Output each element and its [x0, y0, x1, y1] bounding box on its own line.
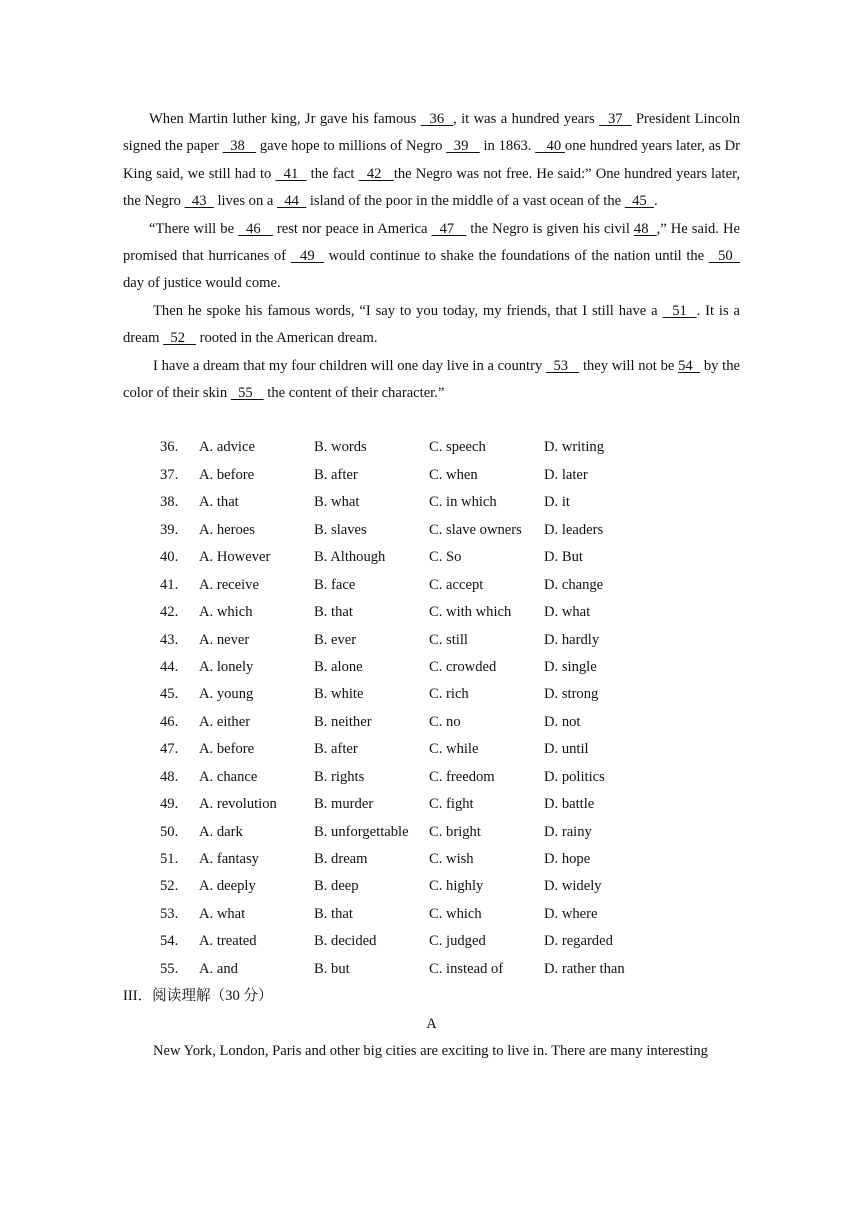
option-row	[160, 709, 740, 736]
option-row	[160, 928, 740, 955]
passage-paragraph	[123, 216, 744, 298]
question-number: 43.	[160, 631, 179, 648]
question-number: 37.	[160, 466, 179, 483]
document-page	[123, 106, 744, 1065]
passage-text: the Negro is given his civil	[466, 220, 634, 237]
option-d: D. leaders	[544, 521, 604, 538]
answer-blank: 50	[708, 248, 740, 265]
passage-text: rooted in the American dream.	[195, 330, 378, 347]
option-c: C. instead of	[429, 960, 504, 977]
question-number: 36.	[160, 439, 179, 456]
option-b: B. after	[314, 466, 358, 483]
option-b: B. but	[314, 960, 350, 977]
question-number: 47.	[160, 741, 179, 758]
answer-blank: 51	[662, 302, 697, 319]
answer-options	[160, 434, 740, 983]
option-a: A. what	[199, 905, 246, 922]
answer-blank: 49	[290, 248, 324, 265]
passage-text: ,” He said. He promised that hurricanes of	[123, 220, 744, 265]
passage-text: the content of their character.”	[263, 385, 445, 402]
option-a: A. fantasy	[199, 851, 259, 868]
option-a: A. before	[199, 741, 255, 758]
option-b: B. that	[314, 604, 353, 621]
passage-text: island of the poor in the middle of a vast ocean of the	[306, 193, 625, 210]
option-d: D. battle	[544, 796, 595, 813]
cloze-passage	[123, 106, 744, 407]
option-d: D. what	[544, 604, 591, 621]
option-b: B. neither	[314, 713, 372, 730]
passage-text: . It is a dream	[123, 302, 744, 347]
option-d: D. writing	[544, 439, 604, 456]
option-a: A. receive	[199, 576, 259, 593]
option-c: C. no	[429, 713, 461, 730]
option-row	[160, 956, 740, 983]
option-c: C. fight	[429, 796, 474, 813]
answer-blank: 46	[238, 220, 273, 237]
passage-text: the Negro was not free. He said:” One hundred years later, the Negro	[123, 165, 744, 210]
option-c: C. bright	[429, 823, 481, 840]
option-a: A. that	[199, 494, 239, 511]
passage-text: I have a dream that my four children will one day live in a country	[153, 357, 546, 374]
answer-blank: 38	[222, 138, 257, 155]
option-d: D. rainy	[544, 823, 592, 840]
question-number: 39.	[160, 521, 179, 538]
option-row	[160, 791, 740, 818]
answer-blank: 53	[546, 357, 580, 374]
option-d: D. single	[544, 658, 597, 675]
option-c: C. wish	[429, 851, 474, 868]
option-row	[160, 462, 740, 489]
option-d: D. widely	[544, 878, 602, 895]
passage-text: they will not be	[579, 357, 679, 374]
option-b: B. decided	[314, 933, 377, 950]
passage-text: Then he spoke his famous words, “I say to you today, my friends, that I still have a	[153, 302, 663, 319]
answer-blank: 44	[277, 193, 307, 210]
option-c: C. when	[429, 466, 478, 483]
option-a: A. treated	[199, 933, 257, 950]
passage-paragraph	[123, 298, 744, 353]
passage-text: , it was a hundred years	[453, 111, 600, 127]
option-c: C. So	[429, 549, 462, 566]
option-row	[160, 681, 740, 708]
option-b: B. after	[314, 741, 358, 758]
answer-blank: 41	[275, 165, 307, 182]
option-b: B. that	[314, 905, 353, 922]
option-c: C. accept	[429, 576, 484, 593]
option-b: B. white	[314, 686, 364, 703]
option-d: D. rather than	[544, 960, 625, 977]
option-row	[160, 873, 740, 900]
option-d: D. hardly	[544, 631, 600, 648]
question-number: 55.	[160, 960, 179, 977]
passage-text: gave hope to millions of Negro	[256, 138, 447, 155]
passage-letter: A	[426, 1015, 437, 1032]
question-number: 50.	[160, 823, 179, 840]
option-row	[160, 489, 740, 516]
question-number: 42.	[160, 604, 179, 621]
option-c: C. which	[429, 905, 482, 922]
question-number: 54.	[160, 933, 179, 950]
passage-text: in 1863.	[479, 138, 536, 155]
option-c: C. slave owners	[429, 521, 522, 538]
option-c: C. with which	[429, 604, 512, 621]
option-c: C. highly	[429, 878, 484, 895]
option-b: B. ever	[314, 631, 357, 648]
option-a: A. and	[199, 960, 238, 977]
option-b: B. face	[314, 576, 356, 593]
passage-text: day of justice would come.	[123, 248, 744, 292]
option-row	[160, 736, 740, 763]
answer-blank: 47	[431, 220, 467, 237]
option-b: B. deep	[314, 878, 359, 895]
question-number: 41.	[160, 576, 179, 593]
option-d: D. not	[544, 713, 581, 730]
question-number: 45.	[160, 686, 179, 703]
option-a: A. dark	[199, 823, 243, 840]
option-row	[160, 901, 740, 928]
option-b: B. what	[314, 494, 360, 511]
answer-blank: 39	[446, 138, 480, 155]
option-d: D. strong	[544, 686, 599, 703]
option-row	[160, 654, 740, 681]
option-c: C. while	[429, 741, 479, 758]
passage-paragraph	[123, 353, 744, 408]
option-row	[160, 627, 740, 654]
option-d: D. where	[544, 905, 598, 922]
answer-blank: 43	[184, 193, 214, 210]
option-row	[160, 819, 740, 846]
option-row	[160, 434, 740, 461]
option-c: C. judged	[429, 933, 486, 950]
option-d: D. hope	[544, 851, 591, 868]
option-b: B. words	[314, 439, 367, 456]
option-a: A. which	[199, 604, 253, 621]
option-a: A. However	[199, 549, 271, 566]
option-b: B. murder	[314, 796, 374, 813]
option-b: B. unforgettable	[314, 823, 409, 840]
option-a: A. chance	[199, 768, 258, 785]
passage-text: President Lincoln signed the paper	[123, 111, 744, 155]
option-a: A. advice	[199, 439, 255, 456]
question-number: 38.	[160, 494, 179, 511]
passage-paragraph	[123, 106, 744, 216]
option-a: A. never	[199, 631, 250, 648]
question-number: 44.	[160, 658, 179, 675]
option-d: D. until	[544, 741, 589, 758]
question-number: 49.	[160, 796, 179, 813]
option-row	[160, 764, 740, 791]
passage-text: When Martin luther king, Jr gave his famous	[149, 111, 421, 127]
option-row	[160, 544, 740, 571]
option-c: C. crowded	[429, 658, 497, 675]
answer-blank: 48	[633, 220, 657, 237]
option-b: B. dream	[314, 851, 368, 868]
option-d: D. But	[544, 549, 583, 566]
option-a: A. either	[199, 713, 251, 730]
passage-text: rest nor peace in America	[272, 220, 432, 237]
option-c: C. in which	[429, 494, 497, 511]
option-b: B. alone	[314, 658, 363, 675]
option-a: A. young	[199, 686, 254, 703]
option-d: D. politics	[544, 768, 605, 785]
section-heading: III．阅读理解（30 分）	[123, 988, 273, 1005]
option-a: A. deeply	[199, 878, 256, 895]
question-number: 40.	[160, 549, 179, 566]
answer-blank: 54	[678, 357, 701, 374]
option-c: C. freedom	[429, 768, 495, 785]
option-a: A. before	[199, 466, 255, 483]
question-number: 53.	[160, 905, 179, 922]
passage-text: one hundred years later, as Dr King said, we still had to	[123, 138, 744, 182]
option-row	[160, 599, 740, 626]
passage-text: would continue to shake the foundations of the nation until the	[323, 248, 709, 265]
question-number: 52.	[160, 878, 179, 895]
option-row	[160, 517, 740, 544]
answer-blank: 45	[624, 193, 654, 210]
option-a: A. revolution	[199, 796, 277, 813]
option-a: A. heroes	[199, 521, 255, 538]
answer-blank: 40	[535, 138, 565, 155]
option-d: D. it	[544, 494, 570, 511]
answer-blank: 36	[420, 111, 454, 127]
passage-text: the fact	[306, 165, 359, 182]
option-b: B. slaves	[314, 521, 367, 538]
option-b: B. Although	[314, 549, 386, 566]
passage-text: by the color of their skin	[123, 357, 744, 402]
option-d: D. regarded	[544, 933, 613, 950]
question-number: 51.	[160, 851, 179, 868]
option-row	[160, 846, 740, 873]
passage-text: lives on a	[213, 193, 278, 210]
option-d: D. change	[544, 576, 604, 593]
option-row	[160, 572, 740, 599]
option-c: C. speech	[429, 439, 486, 456]
passage-text: .	[653, 193, 658, 210]
passage-text: “There will be	[149, 220, 239, 237]
option-c: C. still	[429, 631, 468, 648]
question-number: 48.	[160, 768, 179, 785]
answer-blank: 55	[230, 385, 264, 402]
answer-blank: 42	[358, 165, 394, 182]
option-c: C. rich	[429, 686, 469, 703]
question-number: 46.	[160, 713, 179, 730]
answer-blank: 37	[599, 111, 632, 127]
reading-passage-first-line: New York, London, Paris and other big cities are exciting to live in. There are many interesting	[153, 1043, 708, 1060]
option-d: D. later	[544, 466, 588, 483]
option-a: A. lonely	[199, 658, 254, 675]
option-b: B. rights	[314, 768, 365, 785]
answer-blank: 52	[163, 330, 196, 347]
